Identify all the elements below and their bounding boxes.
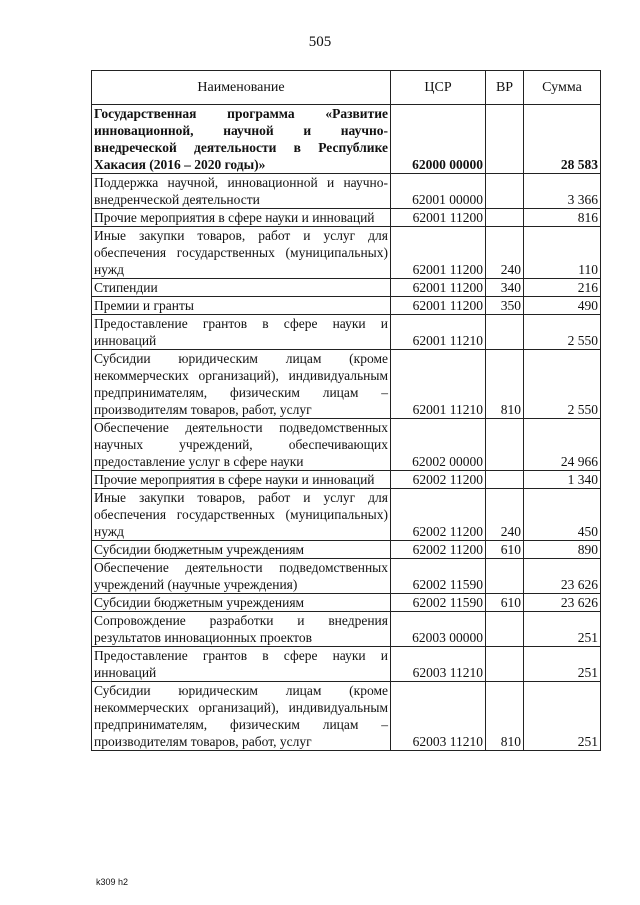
- cell-csr: 62002 11200: [391, 471, 486, 489]
- cell-sum: 3 366: [524, 174, 601, 209]
- cell-sum: 28 583: [524, 105, 601, 174]
- cell-sum: 1 340: [524, 471, 601, 489]
- cell-csr: 62001 11200: [391, 209, 486, 227]
- cell-name: Субсидии юридическим лицам (кроме некоммерческих организаций), индивидуальным предпринимателям, физическим лицам – производителям товаров, работ, услуг: [92, 350, 391, 419]
- cell-name: Субсидии юридическим лицам (кроме некоммерческих организаций), индивидуальным предпринимателям, физическим лицам – производителям товаров, работ, услуг: [92, 682, 391, 751]
- table-row: [92, 647, 601, 682]
- cell-sum: 251: [524, 682, 601, 751]
- cell-sum: 251: [524, 612, 601, 647]
- cell-name: Иные закупки товаров, работ и услуг для обеспечения государственных (муниципальных) нужд: [92, 489, 391, 541]
- header-vr: ВР: [486, 71, 524, 105]
- cell-vr: 340: [486, 279, 524, 297]
- cell-vr: [486, 471, 524, 489]
- table-row: [92, 682, 601, 751]
- table-row: [92, 174, 601, 209]
- cell-csr: 62002 11590: [391, 559, 486, 594]
- table-body: [92, 105, 601, 751]
- cell-csr: 62001 00000: [391, 174, 486, 209]
- table-row: [92, 297, 601, 315]
- table-header-row: [92, 71, 601, 105]
- table-row: [92, 227, 601, 279]
- cell-name: Субсидии бюджетным учреждениям: [92, 541, 391, 559]
- cell-csr: 62000 00000: [391, 105, 486, 174]
- cell-csr: 62003 00000: [391, 612, 486, 647]
- table-row: [92, 105, 601, 174]
- footer-code: k309 h2: [96, 877, 129, 887]
- cell-name: Прочие мероприятия в сфере науки и инноваций: [92, 471, 391, 489]
- cell-csr: 62001 11210: [391, 350, 486, 419]
- cell-vr: [486, 209, 524, 227]
- page-number: 505: [308, 34, 332, 50]
- cell-sum: 110: [524, 227, 601, 279]
- cell-name: Обеспечение деятельности подведомственных научных учреждений, обеспечивающих предоставление услуг в сфере науки: [92, 419, 391, 471]
- table-row: [92, 559, 601, 594]
- cell-sum: 23 626: [524, 559, 601, 594]
- cell-name: Прочие мероприятия в сфере науки и инноваций: [92, 209, 391, 227]
- cell-name: Стипендии: [92, 279, 391, 297]
- cell-csr: 62001 11210: [391, 315, 486, 350]
- cell-sum: 23 626: [524, 594, 601, 612]
- cell-csr: 62002 00000: [391, 419, 486, 471]
- cell-vr: [486, 174, 524, 209]
- cell-sum: 450: [524, 489, 601, 541]
- cell-name: Поддержка научной, инновационной и научно-внедренческой деятельности: [92, 174, 391, 209]
- cell-vr: 240: [486, 227, 524, 279]
- cell-vr: [486, 647, 524, 682]
- cell-vr: [486, 105, 524, 174]
- cell-vr: 610: [486, 541, 524, 559]
- cell-sum: 251: [524, 647, 601, 682]
- header-sum: Сумма: [524, 71, 601, 105]
- table-row: [92, 594, 601, 612]
- table-row: [92, 209, 601, 227]
- cell-sum: 2 550: [524, 315, 601, 350]
- cell-sum: 2 550: [524, 350, 601, 419]
- cell-csr: 62001 11200: [391, 297, 486, 315]
- cell-vr: 610: [486, 594, 524, 612]
- cell-sum: 24 966: [524, 419, 601, 471]
- cell-name: Субсидии бюджетным учреждениям: [92, 594, 391, 612]
- cell-name: Иные закупки товаров, работ и услуг для обеспечения государственных (муниципальных) нужд: [92, 227, 391, 279]
- cell-vr: [486, 315, 524, 350]
- cell-csr: 62002 11200: [391, 541, 486, 559]
- cell-sum: 490: [524, 297, 601, 315]
- cell-vr: 240: [486, 489, 524, 541]
- table-row: [92, 350, 601, 419]
- budget-table: [91, 70, 601, 751]
- table-row: [92, 471, 601, 489]
- cell-vr: 810: [486, 350, 524, 419]
- cell-name: Государственная программа «Развитие инновационной, научной и научно-внедреческой деятельности в Республике Хакасия (2016 – 2020 годы)»: [92, 105, 391, 174]
- header-csr: ЦСР: [391, 71, 486, 105]
- table-row: [92, 489, 601, 541]
- cell-csr: 62001 11200: [391, 279, 486, 297]
- cell-vr: [486, 419, 524, 471]
- table-row: [92, 315, 601, 350]
- table-row: [92, 541, 601, 559]
- cell-name: Предоставление грантов в сфере науки и инноваций: [92, 647, 391, 682]
- table-row: [92, 279, 601, 297]
- cell-name: Премии и гранты: [92, 297, 391, 315]
- cell-name: Обеспечение деятельности подведомственных учреждений (научные учреждения): [92, 559, 391, 594]
- table-row: [92, 419, 601, 471]
- cell-vr: [486, 612, 524, 647]
- table-row: [92, 612, 601, 647]
- cell-sum: 216: [524, 279, 601, 297]
- cell-csr: 62001 11200: [391, 227, 486, 279]
- cell-name: Сопровождение разработки и внедрения результатов инновационных проектов: [92, 612, 391, 647]
- cell-sum: 816: [524, 209, 601, 227]
- cell-vr: [486, 559, 524, 594]
- cell-vr: 350: [486, 297, 524, 315]
- cell-vr: 810: [486, 682, 524, 751]
- cell-csr: 62002 11590: [391, 594, 486, 612]
- cell-csr: 62002 11200: [391, 489, 486, 541]
- cell-sum: 890: [524, 541, 601, 559]
- cell-name: Предоставление грантов в сфере науки и инноваций: [92, 315, 391, 350]
- cell-csr: 62003 11210: [391, 682, 486, 751]
- cell-csr: 62003 11210: [391, 647, 486, 682]
- header-name: Наименование: [92, 71, 391, 105]
